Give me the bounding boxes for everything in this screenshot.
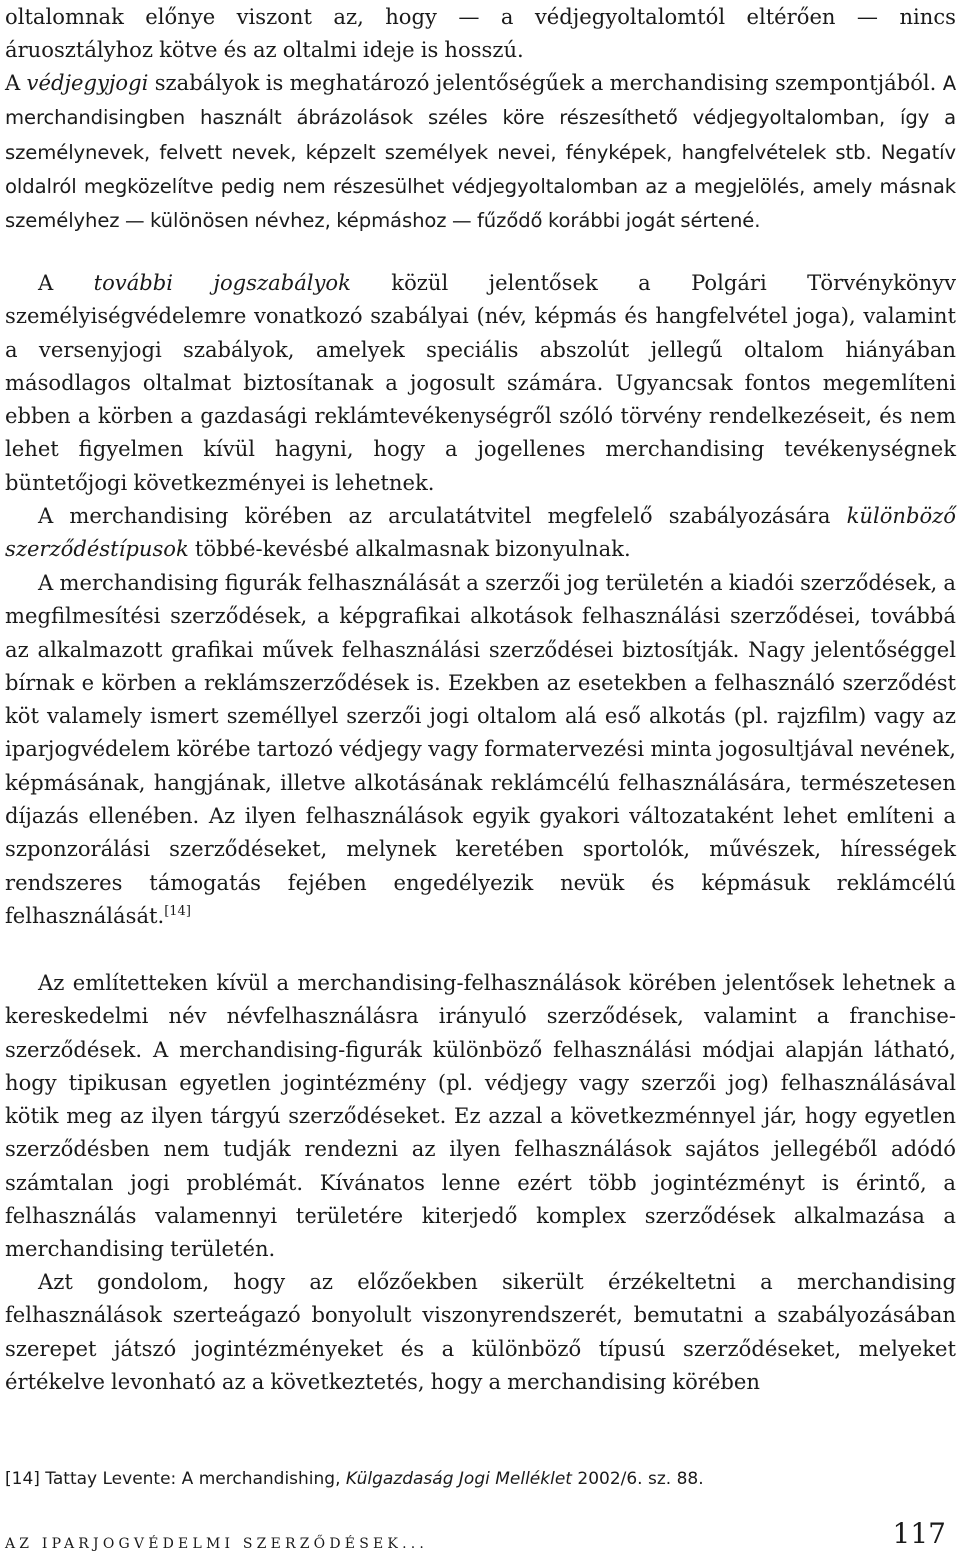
paragraph-2-text: szabályok is meghatározó jelentőségűek a merchandising szempontjából. — [148, 70, 943, 95]
paragraph-6 — [5, 966, 956, 1266]
paragraph-2-emphasis: védjegyjogi — [26, 70, 149, 95]
paragraph-5-text: A merchandising figurák felhasználását a szerzői jog területén a kiadói szerződések, a megfilmesítési szerződések, a képgrafikai alkotások felhasználási szerződései, továbbá az alkalmazott grafikai művek felhasználási szerződései biztosítják. Nagy jelentőséggel bírnak e körben a reklámszerződések is. Ezekben az esetekben a felhasználó szerződést köt valamely ismert személlyel szerzői jogi oltalom alá eső alkotás (pl. rajzfilm) vagy az iparjogvédelem körébe tartozó védjegy vagy formatervezési minta jogosultjával nevének, képmásának, hangjának, illetve alkotásának reklámcélú felhasználására, természetesen díjazás ellenében. Az ilyen felhasználások egyik gyakori változataként lehet említeni a szponzorálási szerződéseket, melynek keretében sportolók, művészek, hírességek rendszeres támogatás fejében engedélyezik nevük és képmásuk reklámcélú felhasználását. — [5, 570, 956, 928]
footnote-source-title: Külgazdaság Jogi Melléklet — [345, 1469, 572, 1489]
paragraph-2-sans-text: A merchandisingben használt ábrázolások széles köre részesíthető védjegyoltalomban, így a személynevek, felvett nevek, képzelt személyek nevei, fényképek, hangfelvételek stb. Negatív oldalról megközelítve pedig nem részesülhet védjegyoltalomban az a megjelölés, amely másnak személyhez — különösen névhez, képmáshoz — fűződő korábbi jogát sértené. — [5, 72, 956, 233]
paragraph-7-text: Azt gondolom, hogy az előzőekben sikerült érzékeltetni a merchandising felhasználások szerteágazó bonyolult viszonyrendszerét, bemutatni a szabályozásában szerepet játszó jogintézményeket és a különböző típusú szerződéseket, melyeket értékelve levonható az a következtetés, hogy a merchandising körében — [5, 1269, 956, 1394]
paragraph-4 — [5, 499, 956, 566]
page-number: 117 — [892, 1517, 946, 1550]
paragraph-4-text: A merchandising körében az arculatátvitel megfelelő szabályozására — [38, 503, 847, 528]
paragraph-4-emphasis: különböző szerződéstípusok — [5, 503, 956, 562]
footnote-text: [14] Tattay Levente: A merchandishing, — [5, 1469, 346, 1489]
paragraph-7 — [5, 1265, 956, 1398]
paragraph-4-tail: többé-kevésbé alkalmasnak bizonyulnak. — [188, 536, 631, 562]
running-head: AZ IPARJOGVÉDELMI SZERZŐDÉSEK... — [5, 1536, 429, 1552]
paragraph-2 — [5, 66, 956, 237]
paragraph-5 — [5, 566, 956, 932]
paragraph-3-emphasis: további jogszabályok — [93, 270, 351, 295]
footnote-reference[interactable]: [14] — [164, 903, 191, 919]
paragraph-1-text: oltalomnak előnye viszont az, hogy — a védjegyoltalomtól eltérően — nincs áruosztályhoz kötve és az oltalmi ideje is hosszú. — [5, 4, 956, 63]
paragraph-3 — [5, 266, 956, 499]
footnote — [5, 1467, 956, 1491]
paragraph-3-text: közül jelentősek a Polgári Törvénykönyv személyiségvédelemre vonatkozó szabályai (név, képmás és hangfelvétel joga), valamint a versenyjogi szabályok, amelyek speciális abszolút jellegű oltalom hiányában másodlagos oltalmat biztosítanak a jogosult számára. Ugyancsak fontos megemlíteni ebben a körben a gazdasági reklámtevékenységről szóló törvény rendelkezéseit, és nem lehet figyelmen kívül hagyni, hogy a jogellenes merchandising tevékenységnek büntetőjogi következményei is lehetnek. — [5, 270, 956, 495]
footnote-citation: 2002/6. sz. 88. — [571, 1469, 704, 1489]
paragraph-3-lead: A — [38, 270, 94, 295]
paragraph-1 — [5, 0, 956, 67]
paragraph-6-text: Az említetteken kívül a merchandising-felhasználások körében jelentősek lehetnek a kereskedelmi név névfelhasználásra irányuló szerződések, valamint a franchise-szerződések. A merchandising-figurák különböző felhasználási módjai alapján látható, hogy tipikusan egyetlen jogintézmény (pl. védjegy vagy szerzői jog) felhasználásával kötik meg az ilyen tárgyú szerződéseket. Ez azzal a következménnyel jár, hogy egyetlen szerződésben nem tudják rendezni az ilyen felhasználások sajátos jellegéből adódó számtalan jogi problémát. Kívánatos lenne ezért több jogintézményt is érintő, a felhasználás valamennyi területére kiterjedő komplex szerződések alkalmazása a merchandising területén. — [5, 970, 956, 1262]
paragraph-2-lead: A — [5, 70, 27, 95]
